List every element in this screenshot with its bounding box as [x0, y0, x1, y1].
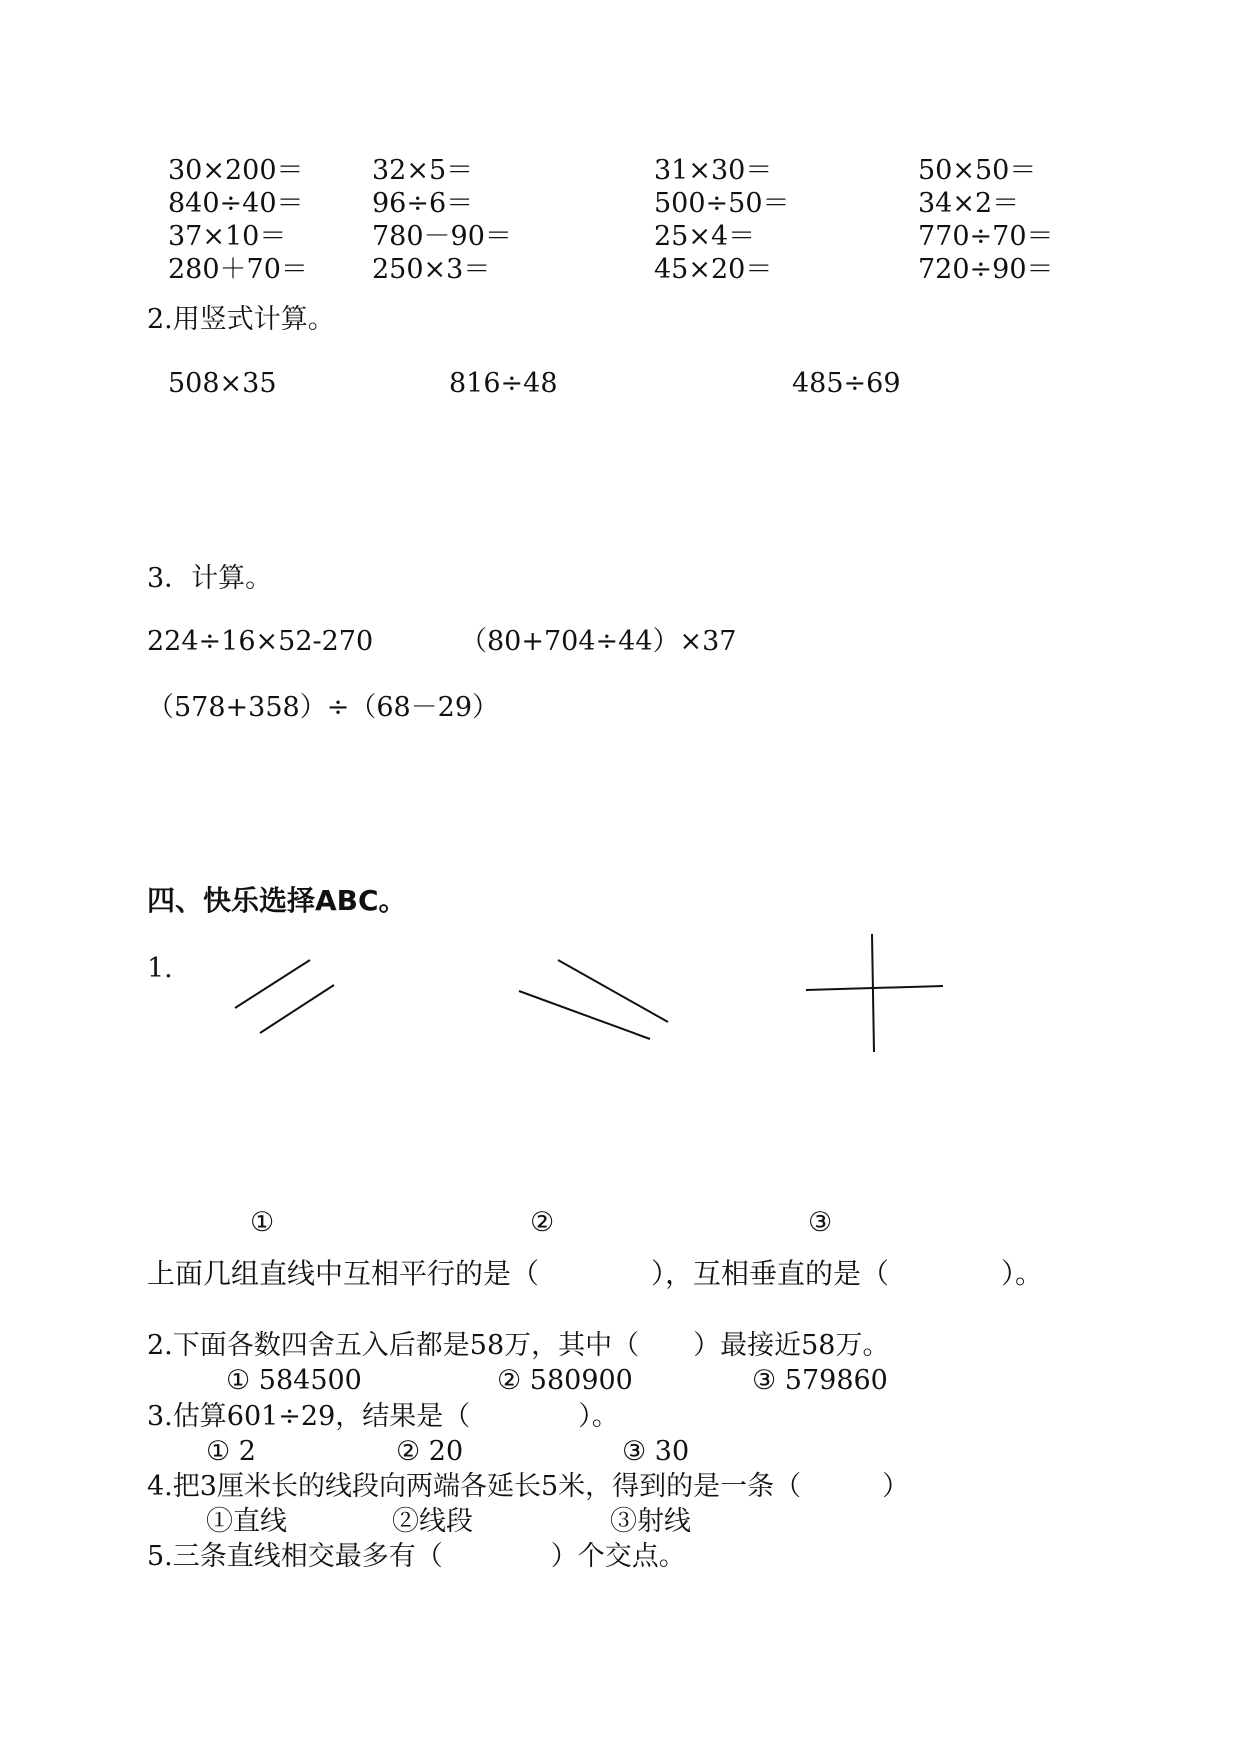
intersecting-lines-figure	[519, 960, 668, 1039]
figure-label: ①	[250, 1207, 275, 1238]
question-title-compute: 3．计算。	[147, 563, 273, 594]
oral-item: 45×20＝	[654, 254, 773, 285]
question-text: 2.下面各数四舍五入后都是58万，其中（ ）最接近58万。	[147, 1330, 890, 1361]
section-heading: 四、快乐选择ABC。	[147, 884, 407, 917]
option: ② 580900	[497, 1365, 633, 1396]
line-segment	[806, 986, 943, 990]
line-segment	[872, 934, 874, 1052]
vertical-item: 508×35	[168, 368, 277, 399]
option: ① 2	[206, 1436, 256, 1467]
question-text: 5.三条直线相交最多有（ ）个交点。	[147, 1541, 686, 1572]
oral-item: 280＋70＝	[168, 254, 308, 285]
compute-item: （578+358）÷（68－29）	[147, 692, 500, 723]
option: ② 20	[396, 1436, 464, 1467]
figure-label: ②	[530, 1207, 555, 1238]
oral-item: 500÷50＝	[654, 188, 790, 219]
oral-item: 50×50＝	[918, 155, 1037, 186]
oral-item: 96÷6＝	[372, 188, 474, 219]
option: ②线段	[392, 1506, 473, 1537]
oral-item: 25×4＝	[654, 221, 756, 252]
oral-item: 34×2＝	[918, 188, 1020, 219]
figure-label: ③	[808, 1207, 833, 1238]
oral-item: 770÷70＝	[918, 221, 1054, 252]
question-number: 1.	[147, 953, 173, 984]
oral-item: 32×5＝	[372, 155, 474, 186]
parallel-lines-figure	[235, 960, 334, 1033]
compute-item: （80+704÷44）×37	[460, 626, 737, 657]
line-segment	[235, 960, 310, 1008]
oral-item: 37×10＝	[168, 221, 287, 252]
oral-item: 720÷90＝	[918, 254, 1054, 285]
option: ③ 30	[622, 1436, 690, 1467]
option: ③射线	[610, 1506, 691, 1537]
oral-item: 840÷40＝	[168, 188, 304, 219]
oral-item: 780－90＝	[372, 221, 512, 252]
compute-item: 224÷16×52-270	[147, 626, 374, 657]
vertical-item: 485÷69	[792, 368, 901, 399]
vertical-item: 816÷48	[449, 368, 558, 399]
oral-item: 31×30＝	[654, 155, 773, 186]
perpendicular-lines-figure	[806, 934, 943, 1052]
question-title-vertical: 2.用竖式计算。	[147, 304, 335, 335]
question-text: 4.把3厘米长的线段向两端各延长5米，得到的是一条（ ）	[147, 1471, 910, 1502]
question-text: 3.估算601÷29，结果是（ ）。	[147, 1401, 619, 1432]
line-segment	[519, 991, 650, 1039]
line-segment	[260, 985, 334, 1033]
option: ③ 579860	[752, 1365, 888, 1396]
option: ① 584500	[226, 1365, 362, 1396]
oral-item: 250×3＝	[372, 254, 491, 285]
line-segment	[558, 960, 668, 1022]
question-text: 上面几组直线中互相平行的是（ ），互相垂直的是（ ）。	[147, 1257, 1044, 1290]
oral-item: 30×200＝	[168, 155, 304, 186]
option: ①直线	[206, 1506, 287, 1537]
